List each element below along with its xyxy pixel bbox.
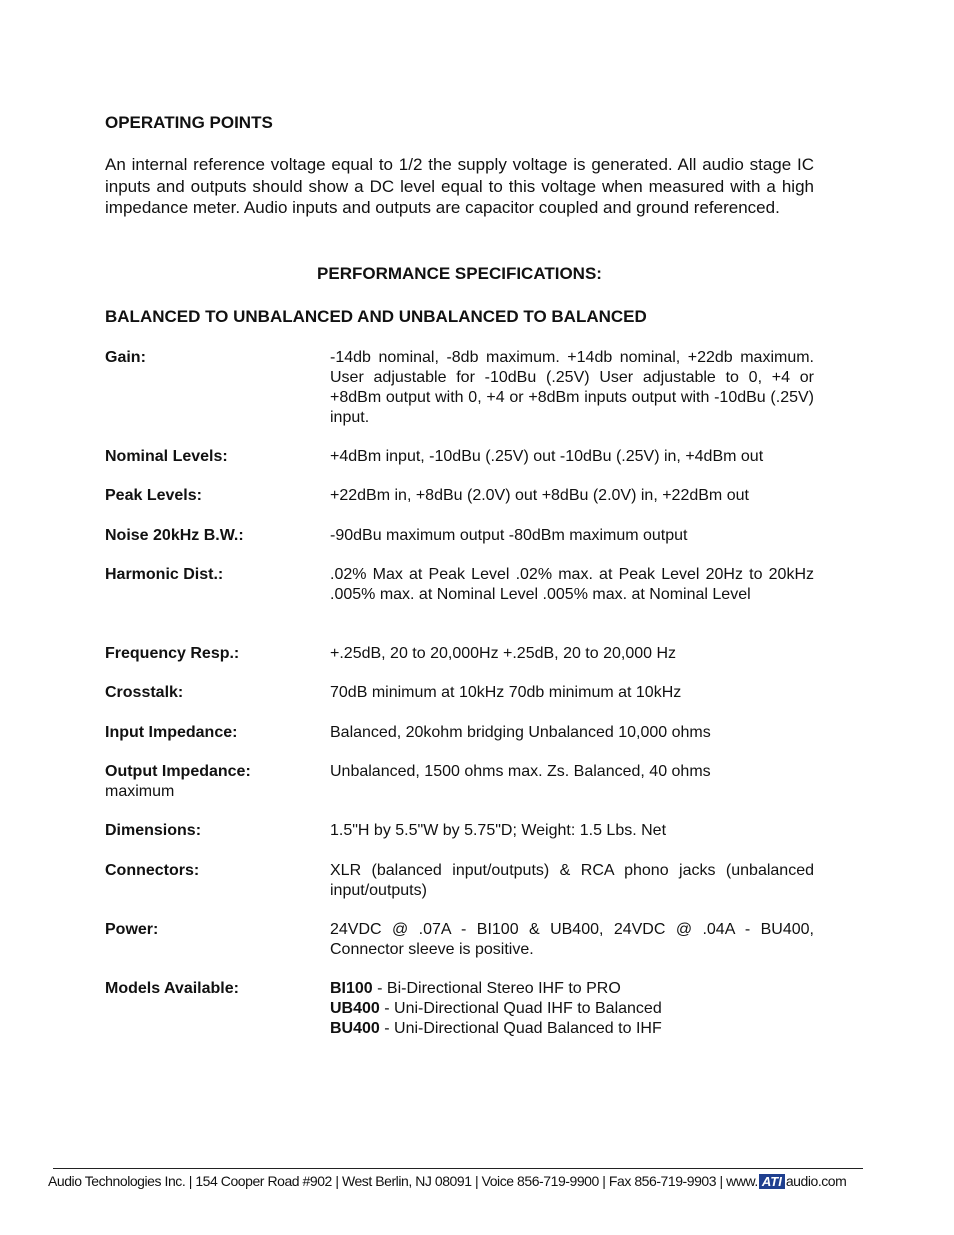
- model-code: BI100: [330, 980, 373, 997]
- spec-label: Power:: [105, 921, 159, 938]
- operating-points-paragraph: An internal reference voltage equal to 1/2 the supply voltage is generated. All audio stage IC inputs and outputs should show a DC level equal to this voltage when measured with a high impedance meter. Audio inputs and outputs are capacitor coupled and ground referenced.: [105, 155, 814, 218]
- spec-label: Output Impedance:: [105, 763, 251, 780]
- model-desc: - Bi-Directional Stereo IHF to PRO: [372, 980, 621, 997]
- spec-label: Connectors:: [105, 862, 200, 879]
- spec-label: Peak Levels:: [105, 487, 202, 504]
- model-item-bu400: [330, 1019, 814, 1039]
- balanced-unbalanced-subheading: BALANCED TO UNBALANCED AND UNBALANCED TO BALANCED: [105, 307, 647, 326]
- spec-value: -90dBu maximum output -80dBm maximum output: [330, 527, 688, 544]
- spec-label-group: [105, 762, 325, 802]
- spec-label: Models Available:: [105, 980, 239, 997]
- ati-logo: ATI: [759, 1174, 785, 1189]
- model-item-ub400: [330, 999, 814, 1019]
- spec-value: +4dBm input, -10dBu (.25V) out -10dBu (.25V) in, +4dBm out: [330, 448, 764, 465]
- spec-label: Nominal Levels:: [105, 448, 228, 465]
- spec-label: Noise 20kHz B.W.:: [105, 527, 244, 544]
- spec-value: +.25dB, 20 to 20,000Hz +.25dB, 20 to 20,000 Hz: [330, 645, 677, 662]
- spec-label: Frequency Resp.:: [105, 645, 240, 662]
- model-desc: - Uni-Directional Quad IHF to Balanced: [379, 1000, 662, 1017]
- spec-value: 24VDC @ .07A - BI100 & UB400, 24VDC @ .04A - BU400, Connector sleeve is positive.: [330, 921, 814, 958]
- footer-domain-suffix: audio.com: [785, 1173, 847, 1189]
- footer-divider: [53, 1168, 863, 1169]
- spec-label: Input Impedance:: [105, 724, 238, 741]
- model-code: UB400: [330, 1000, 380, 1017]
- spec-value: 1.5"H by 5.5"W by 5.75"D; Weight: 1.5 Lbs. Net: [330, 822, 667, 839]
- spec-value: +22dBm in, +8dBu (2.0V) out +8dBu (2.0V) in, +22dBm out: [330, 487, 749, 504]
- spec-label: Crosstalk:: [105, 684, 184, 701]
- spec-value: Unbalanced, 1500 ohms max. Zs. Balanced, 40 ohms: [330, 763, 711, 780]
- spec-label: Dimensions:: [105, 822, 202, 839]
- spec-value: 70dB minimum at 10kHz 70db minimum at 10kHz: [330, 684, 682, 701]
- model-code: BU400: [330, 1020, 380, 1037]
- models-list: [330, 979, 814, 1039]
- spec-value: XLR (balanced input/outputs) & RCA phono jacks (unbalanced input/outputs): [330, 862, 814, 899]
- footer: [48, 1172, 908, 1190]
- section-heading-operating-points: OPERATING POINTS: [105, 113, 273, 132]
- model-desc: - Uni-Directional Quad Balanced to IHF: [379, 1020, 662, 1037]
- spec-label: Harmonic Dist.:: [105, 566, 224, 583]
- footer-contact-text: Audio Technologies Inc. | 154 Cooper Road #902 | West Berlin, NJ 08091 | Voice 856-719-9900 | Fax 856-719-9903 | www.: [48, 1173, 758, 1189]
- spec-sublabel: maximum: [105, 783, 175, 800]
- spec-value: .02% Max at Peak Level .02% max. at Peak Level 20Hz to 20kHz .005% max. at Nominal Level .005% max. at Nominal Level: [330, 566, 814, 603]
- performance-specifications-heading: PERFORMANCE SPECIFICATIONS:: [317, 264, 602, 283]
- model-item-bi100: [330, 979, 814, 999]
- spec-value: -14db nominal, -8db maximum. +14db nominal, +22db maximum. User adjustable for -10dBu (.25V) User adjustable to 0, +4 or +8dBm output with 0, +4 or +8dBm inputs output with -10dBu (.25V) input.: [330, 349, 814, 426]
- spec-value: Balanced, 20kohm bridging Unbalanced 10,000 ohms: [330, 724, 711, 741]
- spec-label: Gain:: [105, 349, 146, 366]
